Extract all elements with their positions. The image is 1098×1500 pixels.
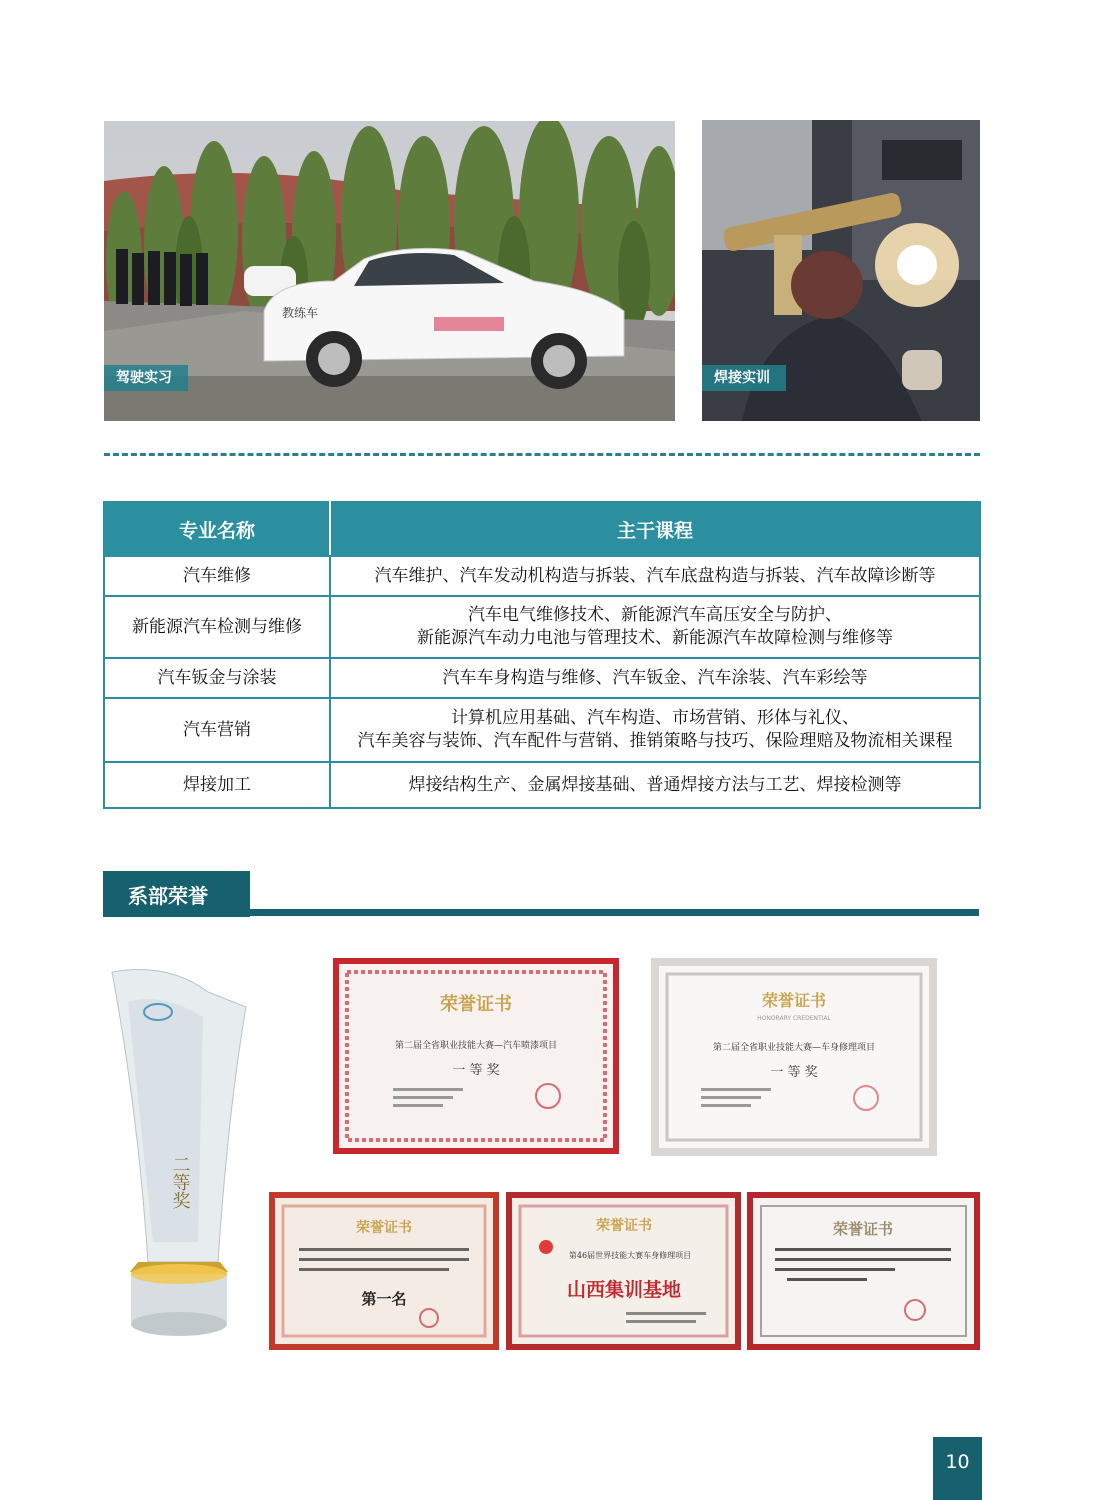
table-row (104, 596, 980, 658)
major-cell: 新能源汽车检测与维修 (104, 596, 330, 658)
cert-prize: 一 等 奖 (770, 1065, 818, 1080)
courses-cell (330, 556, 980, 596)
courses-line: 焊接结构生产、金属焊接基础、普通焊接方法与工艺、焊接检测等 (408, 774, 902, 795)
certificate-2 (651, 958, 937, 1156)
table-row (104, 762, 980, 808)
cert-event: 第二届全省职业技能大赛—车身修理项目 (712, 1043, 876, 1053)
cert-event: 第二届全省职业技能大赛—汽车喷漆项目 (394, 1041, 558, 1051)
table-row (104, 556, 980, 596)
courses-line: 汽车美容与装饰、汽车配件与营销、推销策略与技巧、保险理赔及物流相关课程 (357, 731, 953, 751)
cert-prize: 一 等 奖 (452, 1063, 500, 1078)
section-header-line (103, 909, 979, 916)
cert-title: 荣誉证书 (596, 1218, 652, 1234)
cert-event: 第46届世界技能大赛车身修理项目 (568, 1251, 692, 1260)
driving-practice-photo (104, 121, 675, 421)
trophy-award-text: 二等奖 (169, 1155, 191, 1209)
table-header-row (104, 502, 980, 556)
certificate-3 (269, 1192, 499, 1350)
car-label: 教练车 (282, 306, 319, 320)
cert-title: 荣誉证书 (440, 994, 512, 1015)
course-table (103, 501, 981, 809)
cert-title: 荣誉证书 (356, 1220, 412, 1236)
courses-line: 新能源汽车动力电池与管理技术、新能源汽车故障检测与维修等 (417, 628, 893, 648)
certificate-1 (333, 958, 619, 1154)
dashed-divider (104, 453, 980, 456)
courses-line: 汽车车身构造与维修、汽车钣金、汽车涂装、汽车彩绘等 (442, 667, 868, 688)
cert-prize: 第一名 (361, 1290, 407, 1308)
page-number: 10 (933, 1437, 982, 1500)
courses-cell (330, 698, 980, 762)
welding-training-photo (702, 120, 980, 421)
column-header-courses: 主干课程 (330, 502, 980, 556)
courses-cell (330, 658, 980, 698)
courses-line: 汽车维护、汽车发动机构造与拆装、汽车底盘构造与拆装、汽车故障诊断等 (374, 565, 936, 586)
cert-title: 荣誉证书 (832, 1220, 894, 1238)
major-cell: 焊接加工 (104, 762, 330, 808)
photo-caption: 驾驶实习 (104, 365, 188, 391)
courses-line: 计算机应用基础、汽车构造、市场营销、形体与礼仪、 (451, 708, 859, 728)
courses-cell (330, 762, 980, 808)
photo-caption: 焊接实训 (702, 365, 786, 391)
major-cell: 汽车钣金与涂装 (104, 658, 330, 698)
table-row (104, 698, 980, 762)
certificate-4 (506, 1192, 741, 1350)
cert-subtitle: HONORARY CREDENTIAL (757, 1015, 831, 1022)
major-cell: 汽车维修 (104, 556, 330, 596)
section-title: 系部荣誉 (128, 884, 208, 908)
courses-line: 汽车电气维修技术、新能源汽车高压安全与防护、 (468, 605, 842, 625)
table-row (104, 658, 980, 698)
certificate-5 (747, 1192, 980, 1350)
cert-title: 荣誉证书 (761, 991, 827, 1010)
major-cell: 汽车营销 (104, 698, 330, 762)
courses-cell (330, 596, 980, 658)
cert-prize: 山西集训基地 (566, 1279, 682, 1301)
column-header-major: 专业名称 (104, 502, 330, 556)
trophy-image (108, 962, 250, 1350)
